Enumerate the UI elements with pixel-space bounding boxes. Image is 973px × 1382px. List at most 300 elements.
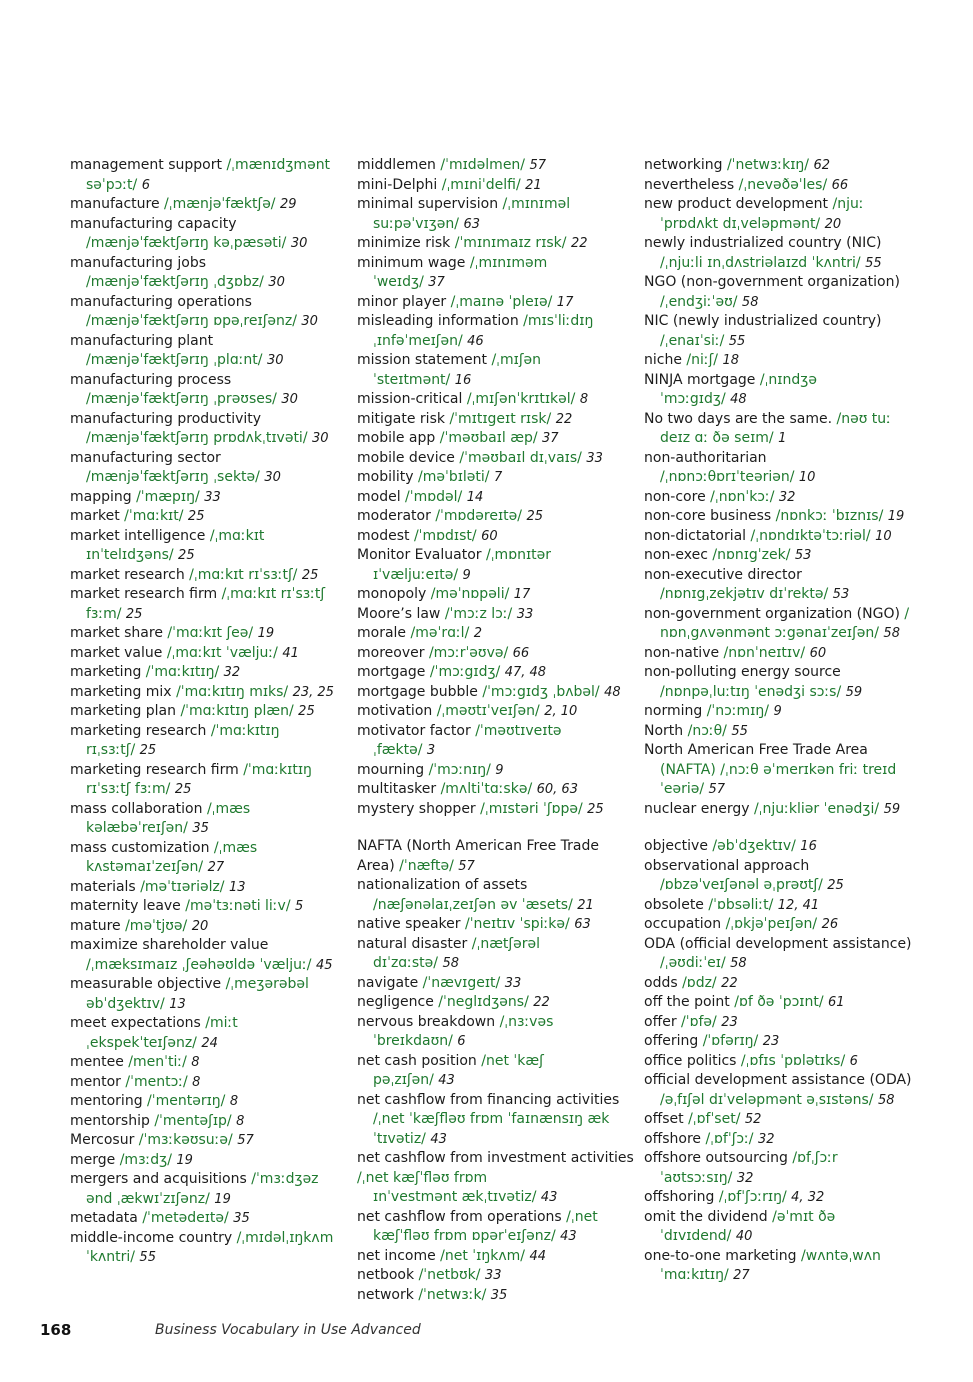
entry-page-reference: 16 <box>454 372 472 388</box>
entry-pronunciation: /nəʊ tuː <box>836 410 891 427</box>
index-entry <box>357 1013 639 1052</box>
entry-page-reference: 48 <box>604 684 621 700</box>
entry-term: negligence <box>357 994 434 1010</box>
entry-pronunciation-continued: rɪˈsɜːtʃ fɜːm/ <box>86 781 171 797</box>
index-entry <box>70 644 352 664</box>
entry-pronunciation: /ˌnjuːkliər ˈenədʒi/ <box>753 800 880 817</box>
index-entry <box>70 624 352 644</box>
entry-term: one-to-one marketing <box>644 1247 797 1264</box>
entry-page-reference: 52 <box>744 1112 762 1127</box>
index-entry <box>70 1014 352 1053</box>
entry-pronunciation: /məˈtɪəriəlz/ <box>140 878 225 895</box>
entry-term: management support <box>70 157 222 173</box>
entry-page-reference: 57 <box>708 782 726 797</box>
entry-pronunciation-continued: /əˌfɪʃəl dɪˈveləpmənt əˌsɪstəns/ <box>660 1091 874 1108</box>
entry-continuation <box>357 1227 639 1247</box>
entry-continuation <box>357 332 639 352</box>
entry-pronunciation-continued: /næʃənəlaɪˌzeɪʃən əv ˈæsets/ <box>373 896 573 913</box>
entry-page-reference: 57 <box>237 1133 254 1148</box>
entry-term: mourning <box>357 761 425 778</box>
entry-page-reference: 7 <box>493 470 503 485</box>
entry-pronunciation-continued: kəlæbəˈreɪʃən/ <box>86 820 188 836</box>
entry-pronunciation: /ˈmɜːdʒəz <box>251 1171 319 1187</box>
index-entry <box>70 156 352 195</box>
entry-continuation <box>70 1190 352 1210</box>
entry-pronunciation: /ˈmɒdəl/ <box>405 488 463 505</box>
entry-continuation <box>70 1248 352 1268</box>
entry-term: niche <box>644 352 682 368</box>
index-entry <box>357 993 639 1013</box>
entry-term: manufacturing capacity <box>70 215 237 232</box>
entry-continuation <box>644 954 926 974</box>
entry-pronunciation: /ˌmɑːkɪt rɪˈsɜːtʃ/ <box>189 566 298 583</box>
entry-page-reference: 17 <box>556 294 574 310</box>
index-entry <box>357 410 639 430</box>
entry-pronunciation: / <box>904 605 910 622</box>
entry-page-reference: 4, 32 <box>791 1190 825 1205</box>
entry-continuation <box>644 1227 926 1247</box>
entry-term: marketing plan <box>70 703 177 719</box>
index-entry <box>70 585 352 624</box>
entry-pronunciation-continued: ɪˈvæljuːeɪtə/ <box>373 566 459 583</box>
entry-pronunciation-continued: /mænjəˈfæktʃərɪŋ ˌdʒɒbz/ <box>86 274 264 290</box>
entry-page-reference: 25 <box>139 743 157 758</box>
entry-continuation <box>70 995 352 1015</box>
entry-continuation <box>70 390 352 410</box>
entry-page-reference: 25 <box>174 782 192 797</box>
index-entry <box>70 488 352 508</box>
entry-term: modest <box>357 527 410 544</box>
entry-page-reference: 23 <box>721 1014 738 1030</box>
entry-pronunciation: /məˈnɒpəli/ <box>430 586 510 602</box>
entry-pronunciation-continued: suːpəˈvɪʒən/ <box>373 215 460 232</box>
entry-pronunciation-continued: /ˌnɒnɔːθɒrɪˈteəriən/ <box>660 469 795 485</box>
entry-pronunciation-continued: /ˌnjuːli ɪnˌdʌstriəlaɪzd ˈkʌntri/ <box>660 254 861 271</box>
entry-page-reference: 60 <box>481 528 498 544</box>
entry-page-reference: 13 <box>228 879 246 895</box>
entry-term: new product development <box>644 196 829 212</box>
entry-pronunciation: /ˈmentərɪŋ/ <box>147 1093 226 1109</box>
entry-term: net cashflow from financing activities <box>357 1091 620 1108</box>
entry-page-reference: 25 <box>298 704 315 719</box>
entry-page-reference: 55 <box>139 1250 156 1265</box>
entry-term: offshore <box>644 1130 702 1147</box>
index-entry <box>644 566 926 605</box>
index-entry <box>357 722 639 761</box>
entry-pronunciation: /ˈɒfərɪŋ/ <box>702 1033 759 1049</box>
entry-pronunciation: /ˌmɪdəlˌɪŋkʌm <box>236 1229 334 1246</box>
entry-pronunciation: /ˌnet kæʃˈfləʊ frɒm <box>357 1169 488 1186</box>
entry-term: mission-critical <box>357 391 463 407</box>
index-entry <box>70 1131 352 1151</box>
index-entry <box>644 546 926 566</box>
entry-pronunciation: /ˈnetbʊk/ <box>418 1267 481 1283</box>
entry-pronunciation: /ˈmɑːkɪt/ <box>124 508 184 524</box>
entry-pronunciation: /ˈmɑːkɪtɪŋ <box>243 761 312 778</box>
entry-page-reference: 12, 41 <box>777 897 820 913</box>
index-entry <box>644 234 926 273</box>
entry-term: mortgage bubble <box>357 683 478 700</box>
entry-pronunciation-continued: ɪnˈtelɪdʒəns/ <box>86 547 174 563</box>
entry-page-reference: 55 <box>865 255 882 271</box>
entry-page-reference: 40 <box>735 1229 753 1244</box>
index-column-1 <box>70 156 352 1268</box>
entry-page-reference: 58 <box>741 294 759 310</box>
section-gap <box>357 819 639 837</box>
entry-pronunciation: /ˈmɔːgɪdʒ ˌbʌbəl/ <box>482 683 600 700</box>
entry-pronunciation-continued: ˈsteɪtmənt/ <box>373 371 451 388</box>
entry-page-reference: 59 <box>883 801 901 817</box>
entry-term: non-exec <box>644 547 708 563</box>
entry-page-reference: 8 <box>579 392 589 407</box>
entry-page-reference: 59 <box>845 684 863 700</box>
index-entry <box>357 1266 639 1286</box>
entry-term: mobile device <box>357 449 455 466</box>
entry-continuation <box>70 819 352 839</box>
index-entry <box>70 1151 352 1171</box>
entry-term: observational approach <box>644 857 810 874</box>
entry-term: mass collaboration <box>70 800 203 817</box>
index-entry <box>357 1208 639 1247</box>
entry-term: NIC (newly industrialized country) <box>644 313 882 329</box>
entry-term: norming <box>644 703 703 719</box>
index-entry <box>70 722 352 761</box>
entry-page-reference: 32 <box>757 1131 775 1147</box>
entry-page-reference: 19 <box>887 509 905 524</box>
entry-page-reference: 8 <box>229 1094 239 1109</box>
index-column-2 <box>357 156 639 1305</box>
entry-continuation <box>70 956 352 976</box>
entry-term: measurable objective <box>70 976 222 992</box>
entry-pronunciation: /ɒf ðə ˈpɔɪnt/ <box>734 994 824 1010</box>
entry-page-reference: 37 <box>542 431 559 446</box>
entry-pronunciation: /ˈməʊtɪveɪtə <box>475 722 562 739</box>
entry-page-reference: 25 <box>125 606 143 622</box>
entry-pronunciation: /məˈtɜːnəti liːv/ <box>185 898 291 914</box>
entry-page-reference: 18 <box>722 353 740 368</box>
entry-term: natural disaster <box>357 935 468 952</box>
index-entry <box>357 312 639 351</box>
entry-pronunciation: /ˌnætʃərəl <box>471 935 540 952</box>
index-entry <box>70 839 352 878</box>
entry-continuation <box>644 876 926 896</box>
entry-continuation <box>644 624 926 644</box>
entry-term: maternity leave <box>70 898 181 914</box>
index-entry <box>644 273 926 312</box>
entry-pronunciation: /ˈmɪdəlmen/ <box>440 157 526 173</box>
index-entry <box>357 702 639 722</box>
entry-pronunciation: /ˌnɒndɪktəˈtɔːriəl/ <box>750 527 871 544</box>
entry-pronunciation: /ˌɒfˈset/ <box>688 1111 741 1127</box>
entry-term: mass customization <box>70 839 210 856</box>
entry-pronunciation: /nɒnˈneɪtɪv/ <box>723 644 806 661</box>
entry-page-reference: 43 <box>430 1131 447 1147</box>
entry-term: offshoring <box>644 1189 715 1205</box>
entry-term: offset <box>644 1111 684 1127</box>
index-entry <box>644 156 926 176</box>
entry-pronunciation: /ˌmænjəˈfæktʃə/ <box>164 196 276 212</box>
entry-pronunciation: /ˌnɒnˈkɔː/ <box>710 488 775 505</box>
entry-continuation <box>70 468 352 488</box>
entry-pronunciation-continued: /ˌendʒiːˈəʊ/ <box>660 293 738 310</box>
entry-page-reference: 62 <box>813 158 831 173</box>
entry-pronunciation-continued: ˈaʊtsɔːsɪŋ/ <box>660 1169 733 1186</box>
entry-term: moderator <box>357 508 431 524</box>
entry-term: middlemen <box>357 157 436 173</box>
entry-term: non-core business <box>644 508 772 524</box>
entry-page-reference: 2 <box>473 626 483 641</box>
entry-pronunciation: /ˌmæs <box>206 800 251 817</box>
index-entry <box>357 527 639 547</box>
entry-pronunciation: /ˈmɒdɪst/ <box>413 527 477 544</box>
entry-pronunciation: /ˌnet <box>566 1208 598 1225</box>
entry-page-reference: 43 <box>560 1229 577 1244</box>
index-entry <box>644 1013 926 1033</box>
entry-term: morale <box>357 625 407 641</box>
index-entry <box>644 488 926 508</box>
index-entry <box>357 761 639 781</box>
entry-page-reference: 58 <box>442 956 460 971</box>
entry-term: official development assistance (ODA) <box>644 1072 912 1088</box>
index-entry <box>357 234 639 254</box>
entry-pronunciation: /əˈmɪt ðə <box>772 1208 836 1225</box>
entry-pronunciation: /ˌɒkjəˈpeɪʃən/ <box>725 916 818 932</box>
entry-page-reference: 16 <box>800 839 817 854</box>
index-entry <box>357 1052 639 1091</box>
entry-pronunciation: /ˌmɪʃən <box>491 352 542 368</box>
index-entry <box>357 254 639 293</box>
entry-pronunciation: /ˈmɔːz lɔː/ <box>444 605 513 622</box>
entry-pronunciation: /əbˈdʒektɪv/ <box>712 838 796 854</box>
index-entry <box>70 566 352 586</box>
entry-term: mission statement <box>357 352 487 368</box>
index-entry <box>70 1112 352 1132</box>
entry-continuation <box>70 1034 352 1054</box>
entry-term: market <box>70 508 120 524</box>
entry-page-reference: 45 <box>315 957 333 973</box>
entry-term: mentor <box>70 1073 121 1090</box>
entry-term: non-dictatorial <box>644 527 747 544</box>
entry-pronunciation: /mɔːrˈəʊvə/ <box>428 644 509 661</box>
entry-continuation <box>70 351 352 371</box>
entry-page-reference: 30 <box>301 314 318 329</box>
entry-continuation <box>357 1032 639 1052</box>
index-entry <box>70 195 352 215</box>
entry-pronunciation: /ˈɒfə/ <box>681 1013 717 1030</box>
index-entry <box>644 195 926 234</box>
entry-continuation <box>357 1071 639 1091</box>
index-entry <box>70 1092 352 1112</box>
entry-term: North <box>644 722 684 739</box>
entry-term: minimum wage <box>357 254 466 271</box>
entry-pronunciation: /ˌmaɪnə ˈpleɪə/ <box>450 293 553 310</box>
entry-pronunciation: /ˈmɜːkəʊsuːə/ <box>138 1132 233 1148</box>
entry-continuation <box>357 566 639 586</box>
entry-term: No two days are the same. <box>644 410 833 427</box>
entry-continuation <box>70 780 352 800</box>
index-entry <box>70 975 352 1014</box>
entry-pronunciation: /mʌltiˈtɑːskə/ <box>440 781 533 797</box>
entry-pronunciation: /ˈmɪnɪmaɪz rɪsk/ <box>454 235 567 251</box>
index-entry <box>357 176 639 196</box>
index-entry <box>357 974 639 994</box>
index-entry <box>70 371 352 410</box>
entry-page-reference: 48 <box>730 392 747 407</box>
index-entry <box>644 722 926 742</box>
entry-pronunciation-continued: ˈmɑːkɪtɪŋ/ <box>660 1267 729 1283</box>
entry-term: non-executive director <box>644 566 802 583</box>
entry-page-reference: 35 <box>233 1211 250 1226</box>
entry-page-reference: 25 <box>187 509 205 524</box>
entry-continuation <box>357 954 639 974</box>
entry-term: meet expectations <box>70 1015 201 1031</box>
entry-term: net cashflow from operations <box>357 1208 562 1225</box>
entry-term: motivator factor <box>357 722 471 739</box>
entry-page-reference: 60 <box>809 645 827 661</box>
entry-pronunciation: /ˈnɔːmɪŋ/ <box>706 703 769 719</box>
entry-page-reference: 30 <box>290 236 308 251</box>
entry-term: offering <box>644 1033 699 1049</box>
entry-pronunciation: /ˈneglɪdʒəns/ <box>438 994 529 1010</box>
entry-page-reference: 55 <box>728 333 746 349</box>
entry-term: mystery shopper <box>357 800 476 817</box>
entry-term: manufacturing operations <box>70 293 252 310</box>
entry-continuation <box>70 176 352 196</box>
entry-page-reference: 9 <box>773 704 782 719</box>
index-entry <box>644 351 926 371</box>
entry-term: NGO (non-government organization) <box>644 274 900 290</box>
entry-term: manufacturing productivity <box>70 410 262 427</box>
entry-continuation <box>644 215 926 235</box>
entry-page-reference: 25 <box>587 801 604 817</box>
index-entry <box>357 429 639 449</box>
entry-pronunciation-continued: /ˌmæksɪmaɪz ˌʃeəhəʊldə ˈvæljuː/ <box>86 956 312 973</box>
page-number: 168 <box>40 1321 72 1339</box>
entry-page-reference: 30 <box>266 353 284 368</box>
entry-continuation <box>70 429 352 449</box>
entry-term: off the point <box>644 994 730 1010</box>
entry-page-reference: 58 <box>883 626 900 641</box>
entry-term: mini-Delphi <box>357 176 438 193</box>
entry-page-reference: 58 <box>877 1092 895 1108</box>
entry-page-reference: 66 <box>512 645 530 661</box>
entry-term: market intelligence <box>70 527 206 544</box>
entry-pronunciation-continued: /nɒnpəˌluːtɪŋ ˈenədʒi sɔːs/ <box>660 683 842 700</box>
entry-page-reference: 32 <box>778 489 796 505</box>
entry-term: marketing research firm <box>70 761 239 778</box>
entry-continuation <box>644 1266 926 1286</box>
entry-continuation <box>644 390 926 410</box>
index-entry <box>70 800 352 839</box>
entry-term: manufacturing process <box>70 371 232 388</box>
entry-term: mitigate risk <box>357 410 445 427</box>
index-entry <box>70 215 352 254</box>
index-entry <box>357 468 639 488</box>
index-entry <box>644 410 926 449</box>
entry-pronunciation-continued: /mænjəˈfæktʃərɪŋ ɒpəˌreɪʃənz/ <box>86 313 297 329</box>
entry-term: nuclear energy <box>644 800 750 817</box>
entry-page-reference: 21 <box>577 897 594 913</box>
entry-term: Monitor Evaluator <box>357 547 482 563</box>
entry-page-reference: 17 <box>513 587 531 602</box>
index-entry <box>357 488 639 508</box>
entry-term: minimize risk <box>357 235 451 251</box>
entry-term: mobile app <box>357 430 436 446</box>
index-entry <box>357 915 639 935</box>
entry-page-reference: 26 <box>821 917 839 932</box>
entry-term: model <box>357 488 401 505</box>
entry-continuation <box>357 273 639 293</box>
entry-pronunciation: /ˈmentəʃɪp/ <box>154 1112 232 1129</box>
entry-page-reference: 9 <box>495 762 504 778</box>
entry-page-reference: 63 <box>574 917 591 932</box>
index-entry <box>357 624 639 644</box>
entry-page-reference: 53 <box>832 587 850 602</box>
entry-pronunciation-continued: fɜːm/ <box>86 605 122 622</box>
entry-term: non-native <box>644 644 720 661</box>
entry-term: mapping <box>70 488 132 505</box>
entry-pronunciation: /mɪsˈliːdɪŋ <box>523 313 594 329</box>
index-entry <box>357 156 639 176</box>
index-entry <box>70 878 352 898</box>
entry-page-reference: 21 <box>525 177 542 193</box>
entry-pronunciation: /nɔːθ/ <box>687 722 727 739</box>
entry-pronunciation-continued: ˈkʌntri/ <box>86 1249 135 1265</box>
entry-pronunciation: /ˌmænɪdʒmənt <box>226 157 331 173</box>
entry-pronunciation-continued: dɪˈzɑːstə/ <box>373 955 439 971</box>
index-entry <box>644 644 926 664</box>
entry-page-reference: 35 <box>192 821 209 836</box>
entry-pronunciation: /nɒnɪgˈzek/ <box>712 547 791 563</box>
entry-pronunciation: /ˌɒfˈʃɔː/ <box>705 1130 754 1147</box>
entry-term: NINJA mortgage <box>644 371 756 388</box>
index-entry <box>644 800 926 820</box>
entry-pronunciation: /məˈtjʊə/ <box>125 917 188 934</box>
entry-pronunciation-continued: /ˌnet ˈkæʃfləʊ frɒm ˈfaɪnænsɪŋ ækˈtɪvətiz/ <box>373 1111 610 1147</box>
entry-pronunciation: /ˈməʊbaɪl æp/ <box>439 430 538 446</box>
entry-term: middle-income country <box>70 1229 233 1246</box>
index-entry <box>357 585 639 605</box>
index-entry <box>644 1247 926 1286</box>
index-entry <box>357 195 639 234</box>
index-entry <box>644 1188 926 1208</box>
entry-page-reference: 14 <box>466 489 484 505</box>
index-entry <box>357 605 639 625</box>
entry-page-reference: 43 <box>540 1190 558 1205</box>
entry-page-reference: 8 <box>191 1055 200 1070</box>
entry-term: obsolete <box>644 896 704 913</box>
entry-page-reference: 63 <box>463 216 481 232</box>
entry-pronunciation-continued: əbˈdʒektɪv/ <box>86 995 165 1012</box>
entry-page-reference: 6 <box>849 1053 858 1069</box>
entry-term: mentoring <box>70 1093 143 1109</box>
entry-term: mortgage <box>357 664 426 680</box>
index-entry <box>357 351 639 390</box>
index-entry <box>70 897 352 917</box>
entry-term: merge <box>70 1151 116 1168</box>
entry-page-reference: 44 <box>529 1248 546 1264</box>
entry-page-reference: 33 <box>484 1268 502 1283</box>
index-entry <box>644 527 926 547</box>
entry-continuation <box>357 1110 639 1149</box>
index-entry <box>644 974 926 994</box>
entry-term: nervous breakdown <box>357 1013 496 1030</box>
entry-continuation <box>644 332 926 352</box>
index-entry <box>70 917 352 937</box>
index-entry <box>357 663 639 683</box>
entry-term: misleading information <box>357 313 519 329</box>
entry-page-reference: 22 <box>555 411 573 427</box>
